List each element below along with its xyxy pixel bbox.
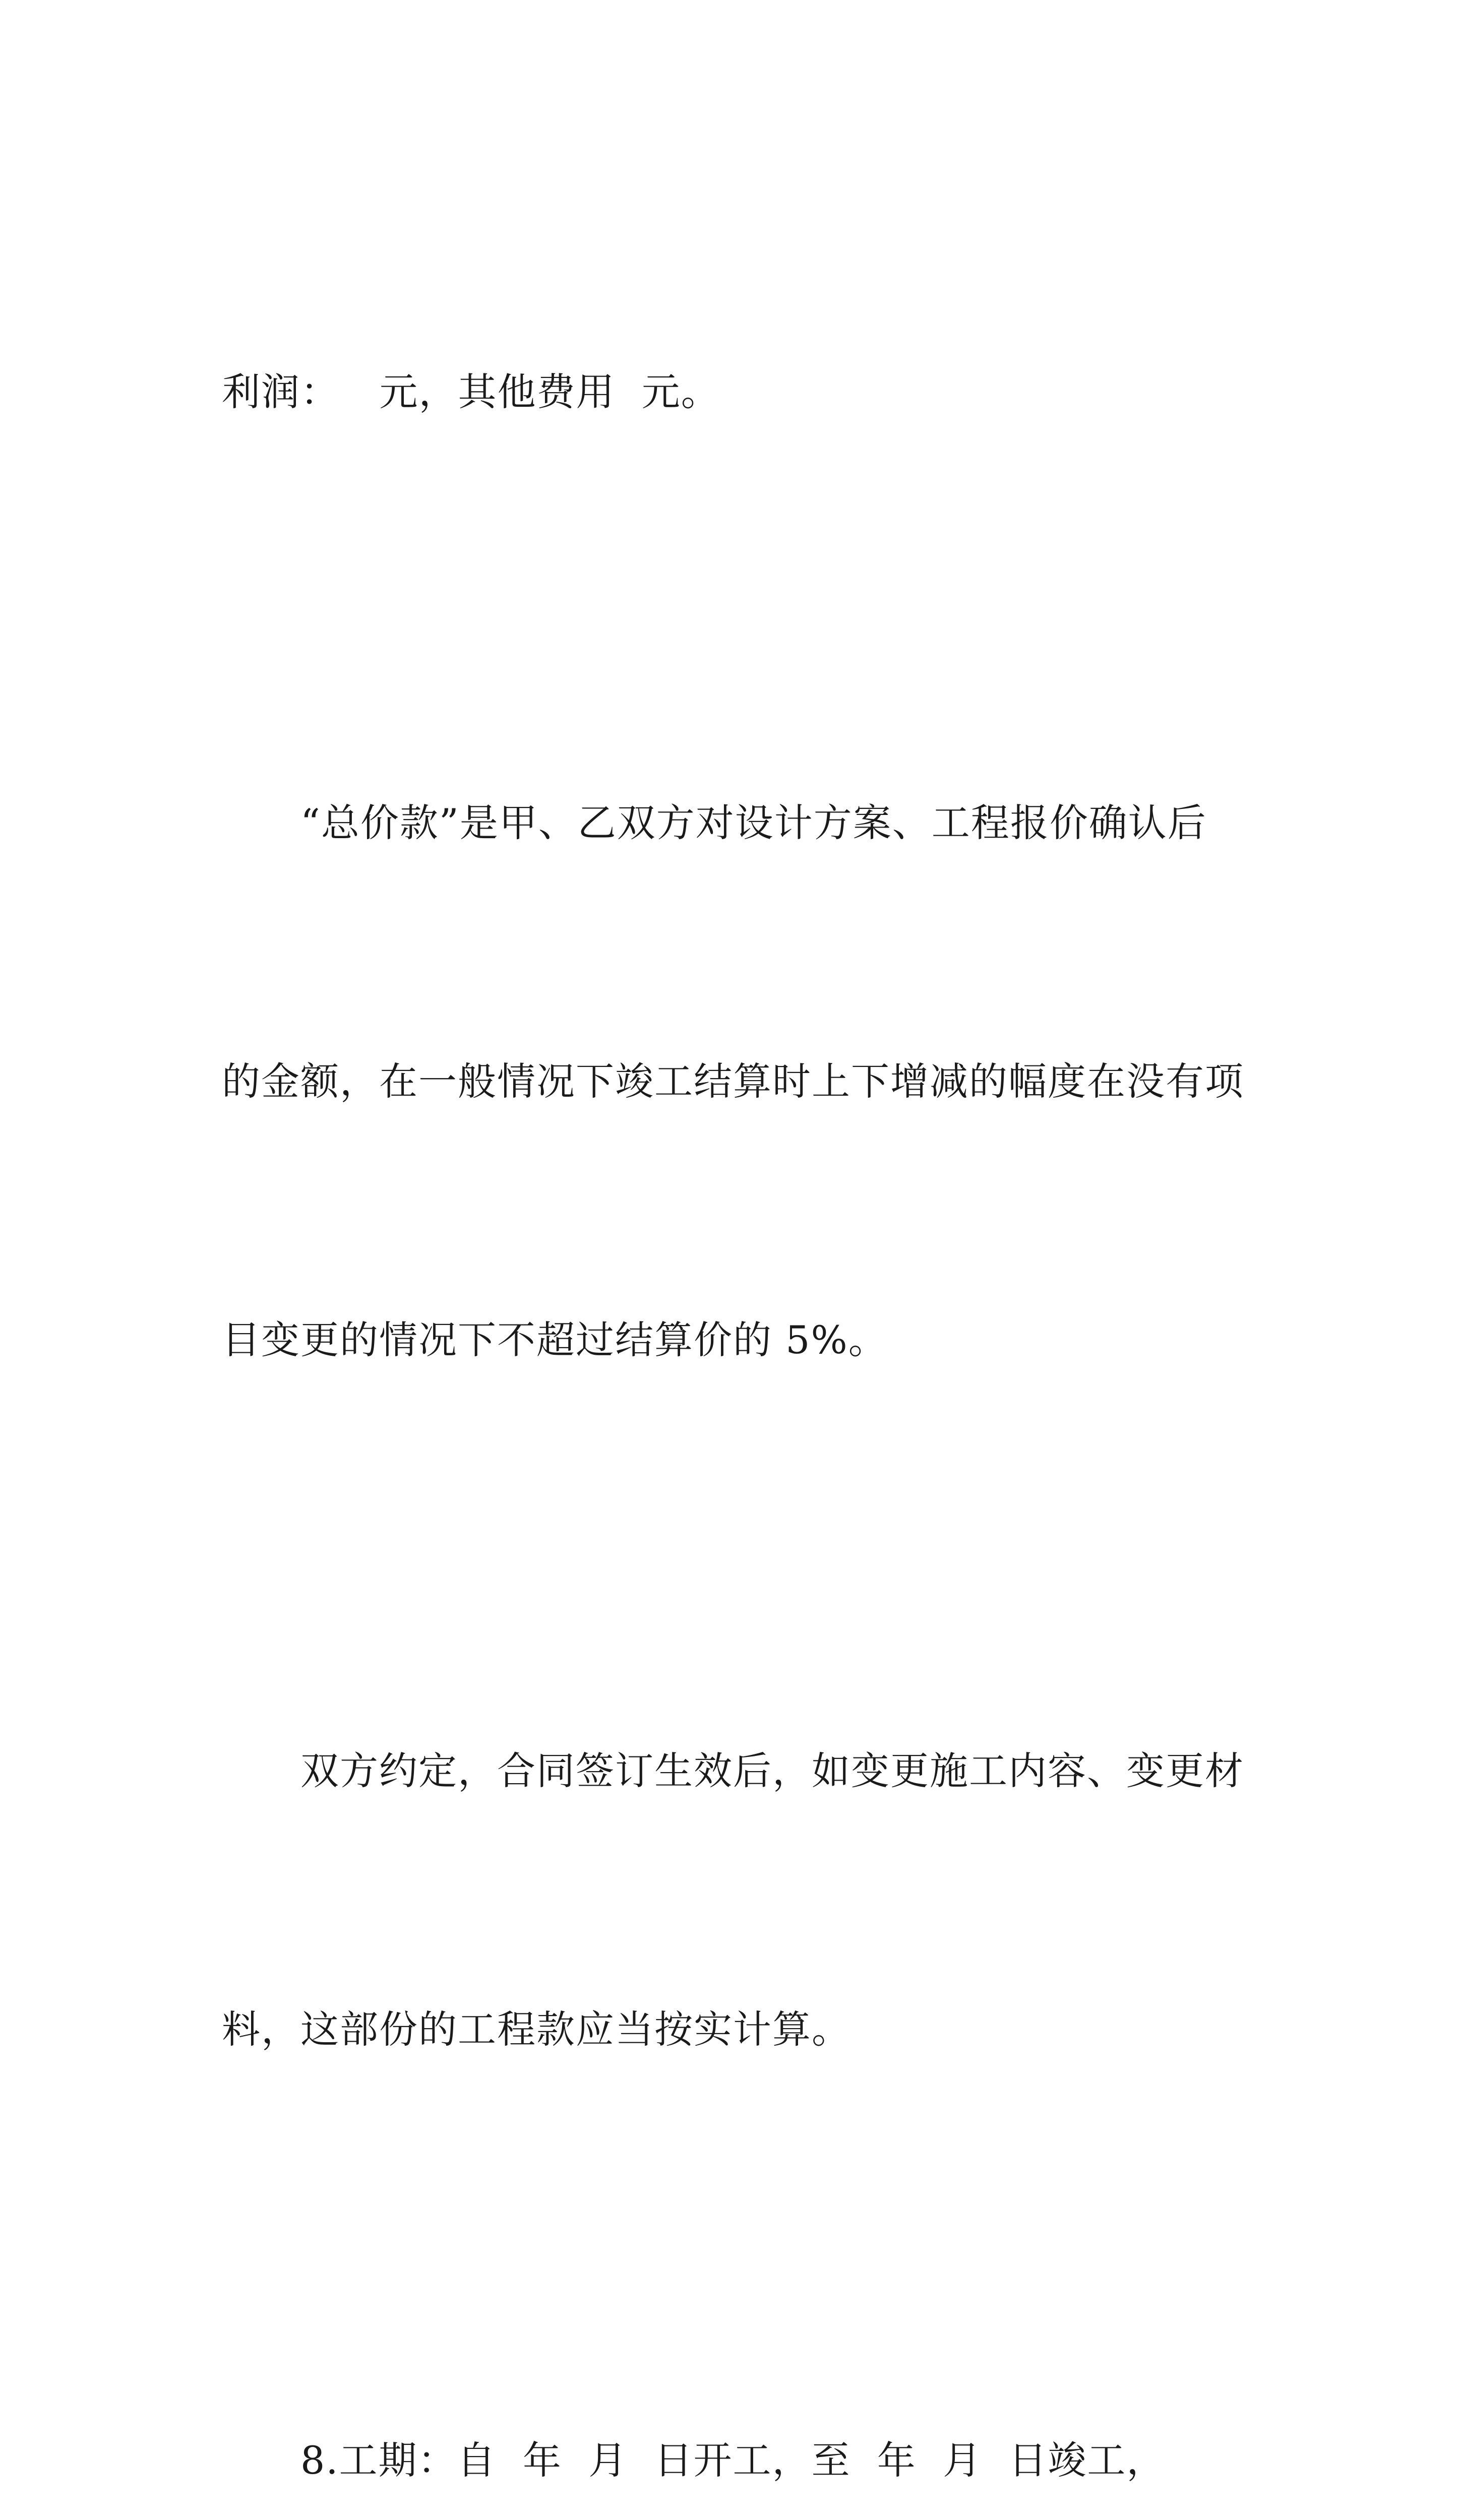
text-line: “总价款”是甲、乙双方对设计方案、工程报价确认后 [300,800,1207,845]
paragraph-profit [222,176,1250,607]
text-line: 8.工期：自 年 月 日开工，至 年 月 日竣工， [300,2438,1166,2483]
paragraph-schedule [222,2245,1250,2520]
text-line: 双方约定，合同签订生效后，如变更施工内容、变更材 [300,1748,1244,1793]
text-line: 利润： 元，其他费用 元。 [222,369,720,414]
paragraph-total-price [222,607,1250,1555]
document-body [222,176,1250,2520]
text-line: 料，这部份的工程款应当按实计算。 [222,2007,851,2052]
paragraph-agreement [222,1555,1250,2245]
text-line: 目变更的情况下不超过结算价的 5%。 [222,1317,888,1362]
text-line: 的金额，在一般情况下竣工结算时上下增减的幅度在没有项 [222,1059,1244,1104]
